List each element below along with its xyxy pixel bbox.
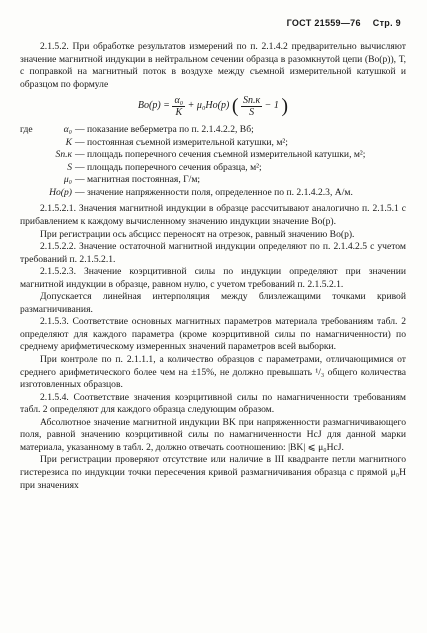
page-number: Стр. 9	[372, 18, 401, 28]
paragraph-absolute-value: Абсолютное значение магнитной индукции BK при напряженности размагничивающего поля, равной значению коэрцитивной силы по намагниченности HcJ для данной марки материала, указанному в табл. 2, должно отвечать соотношению: |BK| ⩽ μ₀HcJ.	[20, 416, 406, 453]
paragraph-control: При контроле по п. 2.1.1.1, а количество образцов с параметрами, отличающимися от среднего арифметического более чем на ±15%, не должно превышать ¹/₃ общего количества изготовленных образцов.	[20, 354, 406, 391]
paragraph-2-1-5-2-1: 2.1.5.2.1. Значения магнитной индукции в образце рассчитывают аналогично п. 2.1.5.1 с прибавлением к каждому вычисленному значению индукции значение Bо(р).	[20, 203, 406, 228]
definition-symbol: Hо(р)	[49, 186, 72, 198]
paragraph-registration-axis: При регистрации ось абсцисс переносят на отрезок, равный значению Bо(р).	[40, 228, 355, 240]
definition-row	[20, 162, 406, 175]
definition-lead	[20, 149, 40, 162]
paragraph-2-1-5-2-2: 2.1.5.2.2. Значение остаточной магнитной индукции определяют по п. 2.1.4.2.5 с учетом требований п. 2.1.5.2.1.	[20, 241, 406, 265]
standard-number: ГОСТ 21559—76	[286, 18, 361, 28]
definition-symbol: μ₀	[63, 174, 72, 186]
definition-text: — площадь поперечного сечения образца, м²;	[75, 161, 262, 173]
formula-fraction-1	[172, 95, 185, 118]
definition-text: — значение напряженности поля, определенное по п. 2.1.4.2.3, А/м.	[75, 186, 353, 198]
definition-text: — магнитная постоянная, Г/м;	[75, 174, 201, 186]
paragraph-interpolation: Допускается линейная интерполяция между близлежащими точками кривой размагничивания.	[20, 291, 406, 315]
definition-symbol: K	[65, 136, 72, 148]
paragraph-2-1-5-3: 2.1.5.3. Соответствие основных магнитных параметров материала требованиям табл. 2 определяют для каждого параметра (кроме коэрцитивной силы по намагниченности) по среднему арифметическому измеренных значений параметров всей выборки.	[20, 316, 406, 353]
symbol-definitions	[20, 124, 406, 199]
definition-lead	[20, 137, 58, 150]
page-header	[287, 17, 401, 30]
definition-text: — показание веберметра по п. 2.1.4.2.2, Вб;	[75, 124, 254, 136]
paragraph-2-1-5-2: 2.1.5.2. При обработке результатов измерений по п. 2.1.4.2 предварительно вычисляют значение магнитной индукции в нейтральном сечении образца в разомкнутой цепи (Bо(р)), Т, с поправкой на магнитный поток в воздухе между съемной измерительной катушкой и образцом по формуле	[20, 41, 406, 90]
definition-text: — площадь поперечного сечения съемной измерительной катушки, м²;	[75, 149, 366, 161]
definition-symbol: Sп.к	[55, 149, 72, 161]
definition-lead: где	[20, 124, 33, 136]
page-body	[20, 41, 406, 492]
definition-row	[20, 124, 406, 137]
definition-symbol: α₀	[63, 124, 72, 136]
definition-row	[20, 174, 406, 187]
definition-row	[20, 149, 406, 162]
formula-bo	[20, 95, 406, 118]
formula-minus-one: − 1	[264, 100, 279, 112]
formula-plus-term: + μ₀Hо(р)	[187, 100, 230, 112]
definition-lead	[20, 187, 40, 200]
fraction-2-denominator: S	[249, 107, 255, 119]
definition-text: — постоянная съемной измерительной катушки, м²;	[75, 136, 288, 148]
close-paren: )	[281, 95, 289, 118]
open-paren: (	[231, 95, 239, 118]
definition-symbol: S	[67, 161, 72, 173]
fraction-2-numerator: Sп.к	[242, 95, 261, 107]
definition-row	[20, 137, 406, 150]
formula-fraction-2	[241, 95, 262, 118]
formula-lhs: Bо(р) =	[137, 100, 170, 112]
paragraph-2-1-5-4: 2.1.5.4. Соответствие значения коэрцитивной силы по намагниченности требованиям табл. 2 определяют для каждого образца следующим образом.	[20, 391, 406, 416]
definition-lead	[20, 162, 58, 175]
definition-lead	[20, 174, 58, 187]
fraction-1-numerator: α₀	[174, 95, 184, 107]
definition-row	[20, 187, 406, 200]
fraction-1-denominator: K	[175, 107, 183, 119]
paragraph-2-1-5-2-3: 2.1.5.2.3. Значение коэрцитивной силы по индукции определяют при значении магнитной индукции в образце, равном нулю, с учетом требований п. 2.1.5.2.1.	[20, 266, 406, 290]
paragraph-registration-quadrant: При регистрации проверяют отсутствие или наличие в III квадранте петли магнитного гистерезиса по индукции точки пересечения кривой размагничивания образца с прямой μ₀H при значениях	[20, 454, 406, 491]
